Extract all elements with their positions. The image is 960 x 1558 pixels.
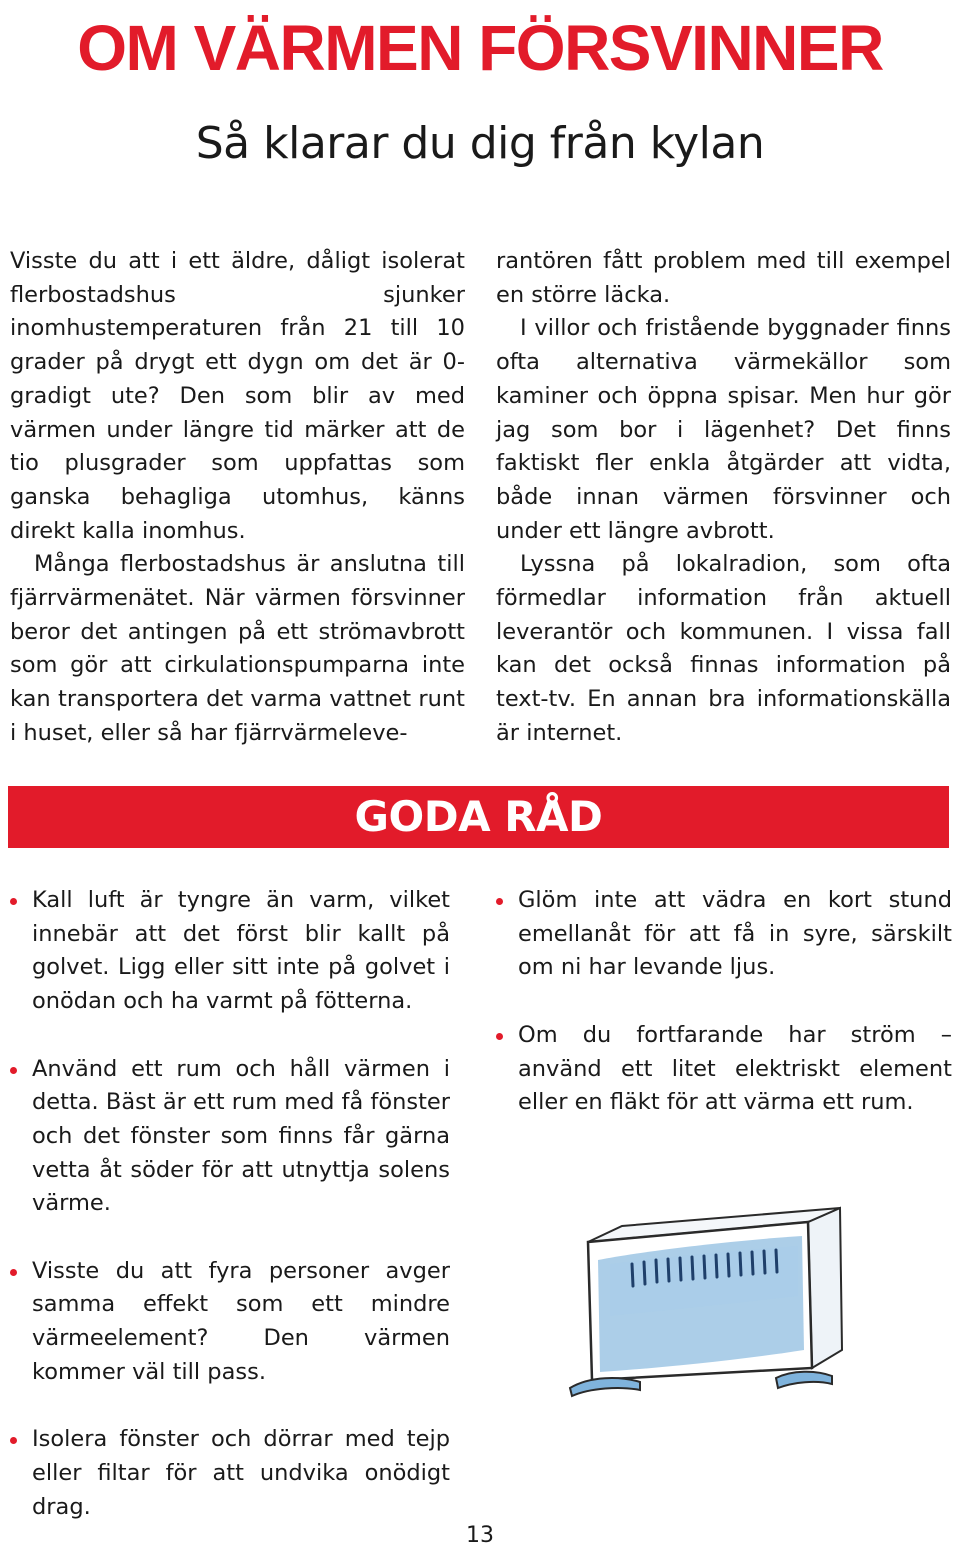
advice-list-left (10, 884, 450, 1558)
bullet-icon (496, 898, 503, 905)
page-subtitle: Så klarar du dig från kylan (195, 118, 765, 169)
list-item (496, 884, 952, 985)
tip-text: Använd ett rum och håll värmen i detta. Bäst är ett rum med få fönster och det fönster som finns får gärna vetta åt söder för att utnyttja solens värme. (32, 1055, 450, 1217)
tip-text: Isolera fönster och dörrar med tejp eller filtar för att undvika onödigt drag. (32, 1426, 450, 1520)
advice-list-right (496, 884, 952, 1154)
bullet-icon (10, 1067, 17, 1074)
intro-paragraph: rantören fått problem med till exempel en större läcka. (496, 248, 951, 308)
intro-paragraph: I villor och fristående byggnader finns ofta alternativa värmekällor som kaminer och öppna spisar. Men hur gör jag som bor i lägenhet? Det finns faktiskt fler enkla åtgärder att vidta, både innan värmen försvinner och under ett längre avbrott. (496, 315, 951, 544)
electric-heater-icon (540, 1200, 860, 1430)
list-item (10, 884, 450, 1019)
list-item (496, 1019, 952, 1120)
bullet-icon (10, 1269, 17, 1276)
tip-text: Visste du att fyra personer avger samma effekt som ett mindre värmeelement? Den värmen kommer väl till pass. (32, 1257, 450, 1385)
intro-right-column (496, 245, 951, 751)
tip-text: Kall luft är tyngre än varm, vilket innebär att det först blir kallt på golvet. Ligg eller sitt inte på golvet i onödan och ha varmt på fötterna. (32, 887, 450, 1015)
tip-text: Glöm inte att vädra en kort stund emellanåt för att få in syre, särskilt om ni har levande ljus. (518, 887, 952, 981)
page-title: OM VÄRMEN FÖRSVINNER (77, 12, 883, 84)
list-item (10, 1423, 450, 1524)
intro-paragraph: Visste du att i ett äldre, dåligt isolerat flerbostadshus sjunker inomhustemperaturen från 21 till 10 grader på drygt ett dygn om det är 0-gradigt ute? Den som blir av med värmen under längre tid märker att de tio plusgrader som uppfattas som ganska behagliga utomhus, känns direkt kalla inomhus. (10, 248, 465, 544)
list-item (10, 1053, 450, 1222)
intro-left-column (10, 245, 465, 751)
intro-paragraph: Lyssna på lokalradion, som ofta förmedlar information från aktuell leverantör och kommunen. I vissa fall kan det också finnas information på text-tv. En annan bra informationskälla är internet. (496, 551, 951, 746)
advice-heading: GODA RÅD (354, 792, 603, 841)
bullet-icon (10, 1437, 17, 1444)
advice-banner (8, 786, 949, 848)
bullet-icon (496, 1033, 503, 1040)
list-item (10, 1255, 450, 1390)
page-number: 13 (466, 1523, 494, 1548)
intro-paragraph: Många flerbostadshus är anslutna till fjärrvärmenätet. När värmen försvinner beror det antingen på ett strömavbrott som gör att cirkulationspumparna inte kan transportera det varma vattnet runt i huset, eller så har fjärrvärmeleve- (10, 551, 465, 746)
bullet-icon (10, 898, 17, 905)
tip-text: Om du fortfarande har ström – använd ett litet elektriskt element eller en fläkt för att värma ett rum. (518, 1021, 952, 1116)
